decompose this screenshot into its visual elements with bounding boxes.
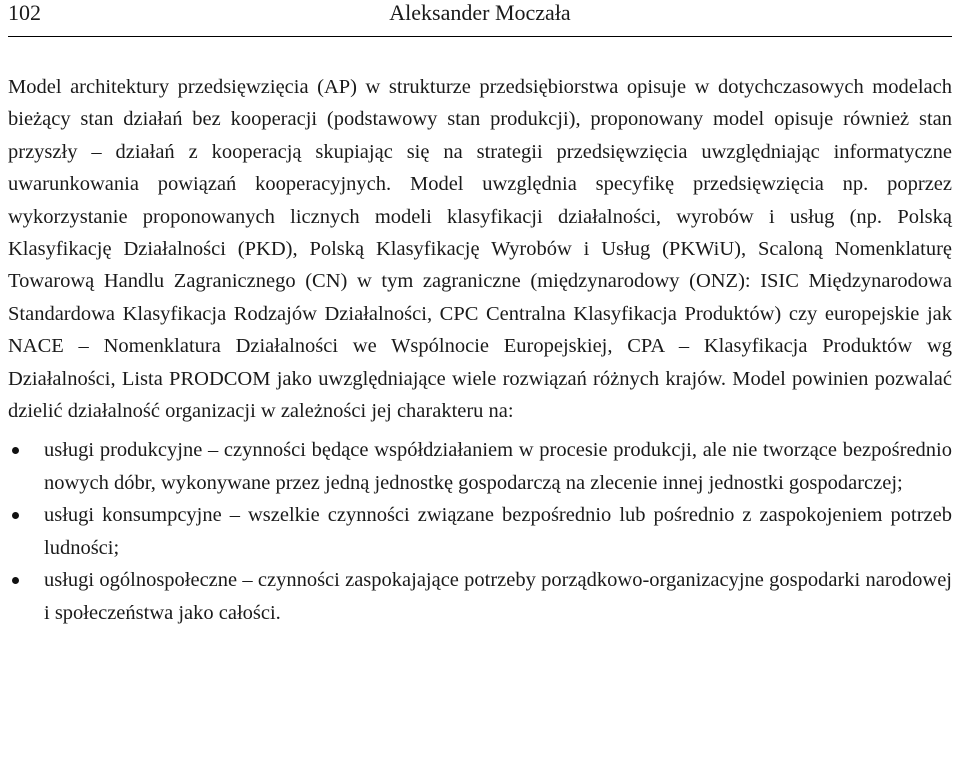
list-item-text: usługi produkcyjne – czynności będące współdziałaniem w procesie produkcji, ale nie tworzące bezpośrednio nowych dóbr, wykonywane przez jedną jednostkę gospodarczą na zlecenie innej jednostki gospodarczej; [44,439,952,494]
list-item [8,499,952,564]
running-header [8,0,952,37]
list-item [8,564,952,629]
body-text [8,71,952,427]
bullet-icon [12,577,19,584]
header-author: Aleksander Moczała [389,0,571,25]
service-types-list [8,434,952,628]
bullet-icon [12,447,19,454]
list-item-text: usługi ogólnospołeczne – czynności zaspokajające potrzeby porządkowo-organizacyjne gospodarki narodowej i społeczeństwa jako całości. [44,569,952,624]
body-paragraph: Model architektury przedsięwzięcia (AP) w strukturze przedsiębiorstwa opisuje w dotychczasowych modelach bieżący stan działań bez kooperacji (podstawowy stan produkcji), proponowany model opisuje również stan przyszły – działań z kooperacją skupiając się na strategii przedsięwzięcia uwzględniając informatyczne uwarunkowania powiązań kooperacyjnych. Model uwzględnia specyfikę przedsięwzięcia np. poprzez wykorzystanie proponowanych licznych modeli klasyfikacji działalności, wyrobów i usług (np. Polską Klasyfikację Działalności (PKD), Polską Klasyfikację Wyrobów i Usług (PKWiU), Scaloną Nomenklaturę Towarową Handlu Zagranicznego (CN) w tym zagraniczne (międzynarodowy (ONZ): ISIC Międzynarodowa Standardowa Klasyfikacja Rodzajów Działalności, CPC Centralna Klasyfikacja Produktów) czy europejskie jak NACE – Nomenklatura Działalności we Wspólnocie Europejskiej, CPA – Klasyfikacja Produktów wg Działalności, Lista PRODCOM jako uwzględniające wiele rozwiązań różnych krajów. Model powinien pozwalać dzielić działalność organizacji w zależności jej charakteru na: [8,76,952,423]
page-number: 102 [8,0,41,25]
list-item [8,434,952,499]
list-item-text: usługi konsumpcyjne – wszelkie czynności związane bezpośrednio lub pośrednio z zaspokojeniem potrzeb ludności; [44,504,952,559]
bullet-icon [12,512,19,519]
